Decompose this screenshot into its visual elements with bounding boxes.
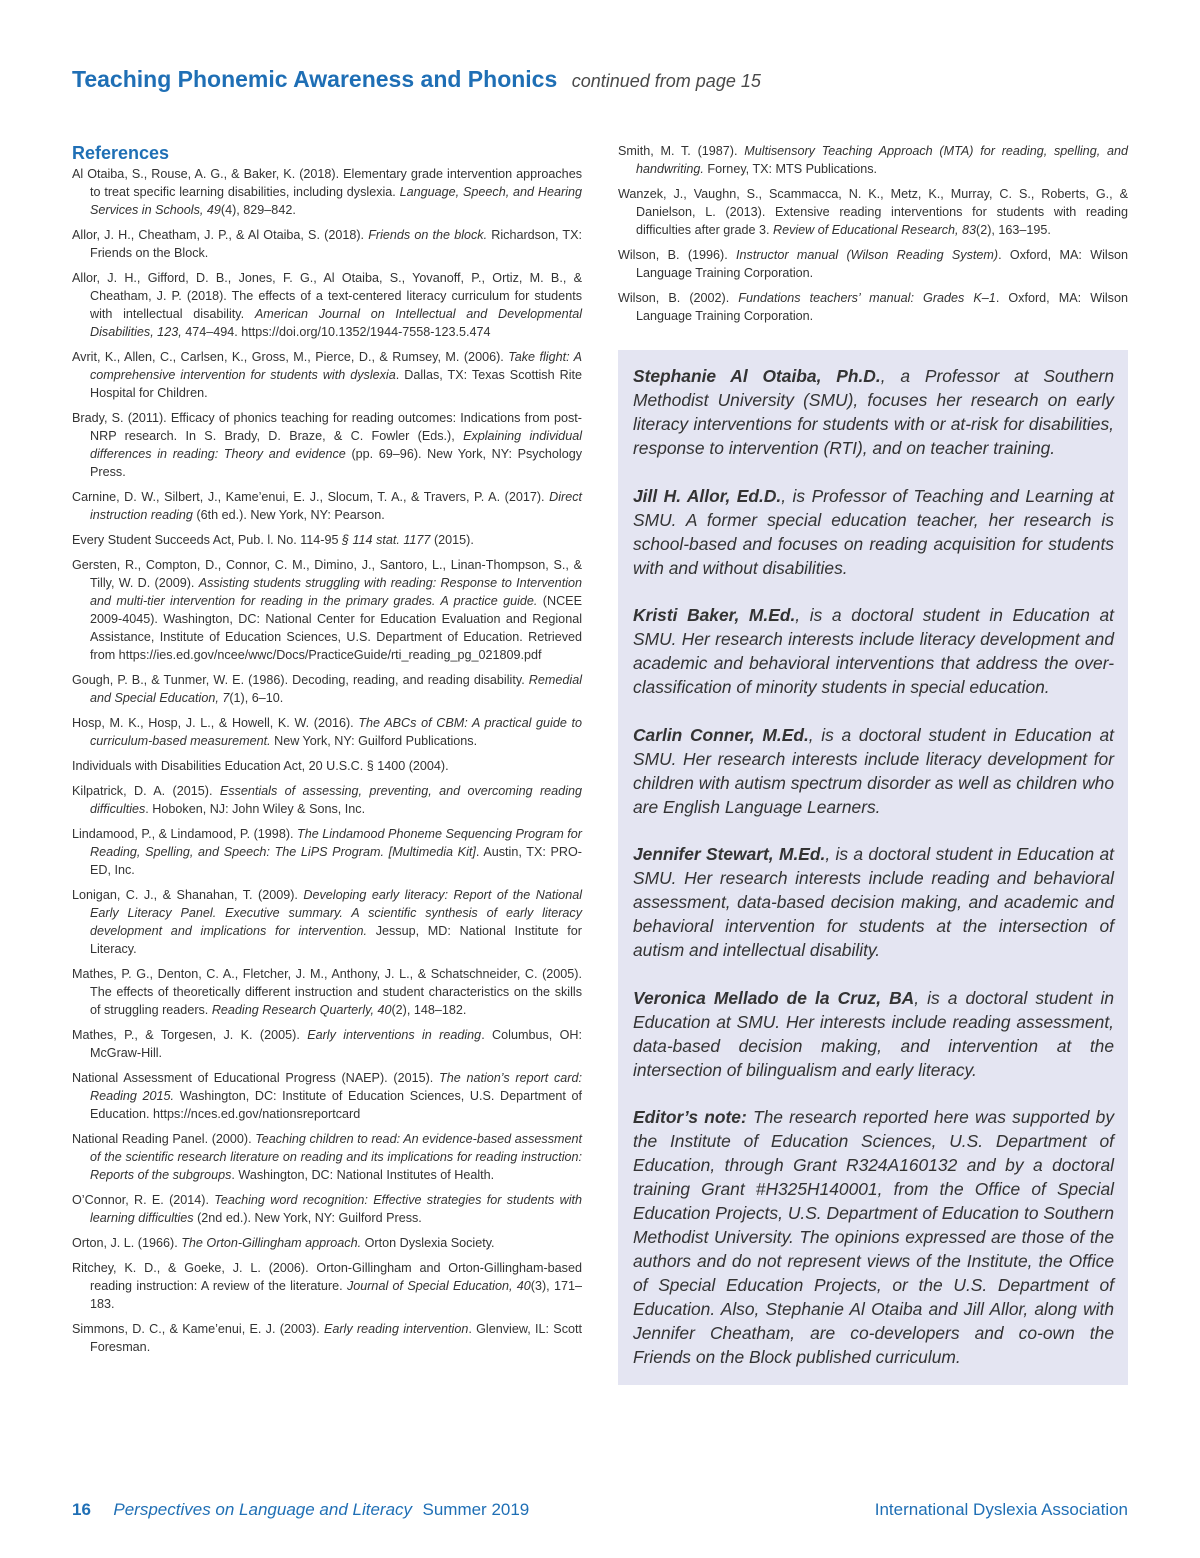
reference-source: (2), 163–195. xyxy=(976,223,1051,237)
reference-title: Multisensory Teaching Approach (MTA) for reading, spelling, and handwriting. xyxy=(636,144,1128,176)
reference-entry xyxy=(72,1026,582,1062)
author-bio-text: , is a doctoral student in Education at SMU. Her research interests include reading and behavioral assessment, data-based decision making, and academic and behavioral intervention for students at the intersection of autism and intellectual disability. xyxy=(633,844,1114,960)
reference-text: Kilpatrick, D. A. (2015). xyxy=(72,784,220,798)
reference-entry xyxy=(72,269,582,341)
reference-entry xyxy=(72,1320,582,1356)
reference-source: (3), 171–183. xyxy=(90,1279,582,1311)
reference-source: (6th ed.). New York, NY: Pearson. xyxy=(192,508,385,522)
author-name: Jill H. Allor, Ed.D. xyxy=(633,485,782,506)
reference-entry xyxy=(72,556,582,664)
reference-text: Mathes, P. G., Denton, C. A., Fletcher, J. M., Anthony, J. L., & Schatschneider, C. (2005). The effects of theoretically different instruction and student characteristics on the skills of struggling readers. xyxy=(72,967,582,1017)
reference-source: New York, NY: Guilford Publications. xyxy=(270,734,478,748)
reference-text: Mathes, P., & Torgesen, J. K. (2005). xyxy=(72,1028,308,1042)
reference-source: (2nd ed.). New York, NY: Guilford Press. xyxy=(193,1211,422,1225)
reference-title: Instructor manual (Wilson Reading System) xyxy=(736,248,999,262)
reference-title: The ABCs of CBM: A practical guide to curriculum-based measurement. xyxy=(90,716,582,748)
reference-text: Avrit, K., Allen, C., Carlsen, K., Gross, M., Pierce, D., & Rumsey, M. (2006). xyxy=(72,350,509,364)
reference-text: Hosp, M. K., Hosp, J. L., & Howell, K. W. (2016). xyxy=(72,716,359,730)
reference-title: The Lindamood Phoneme Sequencing Program for Reading, Spelling, and Speech: The LiPS Program. [Multimedia Kit] xyxy=(90,827,583,859)
reference-source: 474–494. https://doi.org/10.1352/1944-7558-123.5.474 xyxy=(181,325,491,339)
reference-source: . Washington, DC: National Institutes of Health. xyxy=(231,1168,495,1182)
reference-title: Review of Educational Research, 83 xyxy=(772,223,976,237)
reference-entry xyxy=(72,1234,582,1252)
references-list-left xyxy=(72,165,582,1356)
reference-text: Lonigan, C. J., & Shanahan, T. (2009). xyxy=(72,888,304,902)
reference-entry xyxy=(618,142,1128,178)
reference-title: Journal of Special Education, 40 xyxy=(346,1279,531,1293)
reference-source: (pp. 69–96). New York, NY: Psychology Press. xyxy=(90,447,583,479)
reference-entry xyxy=(72,965,582,1019)
author-bios-box xyxy=(618,350,1128,1385)
reference-text: Ritchey, K. D., & Goeke, J. L. (2006). Orton-Gillingham and Orton-Gillingham-based reading instruction: A review of the literature. xyxy=(72,1261,582,1293)
reference-title: Fundations teachers’ manual: Grades K–1 xyxy=(738,291,996,305)
references-column-left xyxy=(72,142,582,1363)
author-name: Editor’s note: xyxy=(633,1107,747,1127)
reference-entry xyxy=(72,226,582,262)
author-bio xyxy=(633,1105,1114,1369)
journal-name: Perspectives on Language and Literacy xyxy=(113,1500,413,1519)
reference-title: Direct instruction reading xyxy=(90,490,582,522)
reference-text: Lindamood, P., & Lindamood, P. (1998). xyxy=(72,827,298,841)
continued-note: continued from page 15 xyxy=(571,71,761,91)
author-name: Veronica Mellado de la Cruz, BA xyxy=(633,987,915,1008)
reference-title: Remedial and Special Education, 7 xyxy=(90,673,582,705)
author-bio-text: , is a doctoral student in Education at SMU. Her research interests include literacy development and academic and behavioral interventions that address the over-classification of minority students in special education. xyxy=(633,605,1114,697)
reference-entry xyxy=(72,886,582,958)
author-bio-text: , a Professor at Southern Methodist University (SMU), focuses her research on early literacy interventions for students with or at-risk for disabilities, response to intervention (RTI), and on teacher training. xyxy=(633,366,1114,458)
reference-source: (NCEE 2009-4045). Washington, DC: National Center for Education Evaluation and Regional Assistance, Institute of Education Sciences, U.S. Department of Education. Retrieved from https://ies.ed.gov/ncee/wwc/Docs/PracticeGuide/rti_reading_pg_021809.pdf xyxy=(90,594,582,662)
reference-text: Gough, P. B., & Tunmer, W. E. (1986). Decoding, reading, and reading disability. xyxy=(72,673,529,687)
author-bios-list xyxy=(633,364,1114,1369)
reference-title: American Journal on Intellectual and Developmental Disabilities, 123, xyxy=(90,307,582,339)
author-bio-text: , is Professor of Teaching and Learning at SMU. A former special education teacher, her research is school-based and focuses on reading acquisition for students with and without disabilities. xyxy=(633,485,1114,578)
reference-source: . Glenview, IL: Scott Foresman. xyxy=(90,1322,582,1354)
reference-title: Take flight: A comprehensive intervention for students with dyslexia xyxy=(90,350,582,382)
reference-source: (2015). xyxy=(430,533,474,547)
page-footer xyxy=(72,1500,1128,1526)
reference-entry xyxy=(618,185,1128,239)
reference-text: Wilson, B. (1996). xyxy=(618,248,737,262)
reference-entry xyxy=(618,246,1128,282)
author-name: Stephanie Al Otaiba, Ph.D. xyxy=(633,366,881,386)
reference-entry xyxy=(618,289,1128,325)
reference-title: Essentials of assessing, preventing, and overcoming reading difficulties xyxy=(90,784,582,816)
author-name: Jennifer Stewart, M.Ed. xyxy=(633,844,826,864)
reference-source: Richardson, TX: Friends on the Block. xyxy=(90,228,583,260)
reference-text: Allor, J. H., Cheatham, J. P., & Al Otaiba, S. (2018). xyxy=(72,228,369,242)
reference-entry xyxy=(72,757,582,775)
author-bio xyxy=(633,986,1114,1082)
reference-text: Allor, J. H., Gifford, D. B., Jones, F. G., Al Otaiba, S., Yovanoff, P., Ortiz, M. B., & Cheatham, J. P. (2018). The effects of a text-centered literacy curriculum for students with intellectual disability. xyxy=(72,271,582,321)
reference-text: Orton, J. L. (1966). xyxy=(72,1236,182,1250)
reference-source: . Austin, TX: PRO-ED, Inc. xyxy=(90,845,582,877)
reference-source: (4), 829–842. xyxy=(220,203,296,217)
page-header xyxy=(72,66,1132,93)
author-bio-text: The research reported here was supported by the Institute of Education Sciences, U.S. Department of Education, through Grant R324A160132 and by a doctoral training Grant #H325H140001, from the Office of Special Education Projects, U.S. Department of Education to Southern Methodist University. The opinions expressed are those of the authors and do not represent views of the Institute, the Office of Special Education Projects, or the U.S. Department of Education. Also, Stephanie Al Otaiba and Jill Allor, along with Jennifer Cheatham, are co-developers and co-own the Friends on the Block published curriculum. xyxy=(633,1107,1115,1367)
author-bio-text: , is a doctoral student in Education at SMU. Her interests include reading assessment, data-based decision making, and intervention at the intersection of bilingualism and early literacy. xyxy=(633,987,1114,1080)
author-bio xyxy=(633,842,1114,962)
reference-entry xyxy=(72,531,582,549)
reference-source: Forney, TX: MTS Publications. xyxy=(703,162,878,176)
reference-text: O’Connor, R. E. (2014). xyxy=(72,1193,215,1207)
reference-entry xyxy=(72,714,582,750)
reference-entry xyxy=(72,1259,582,1313)
reference-entry xyxy=(72,782,582,818)
reference-title: The Orton-Gillingham approach. xyxy=(181,1236,362,1250)
reference-source: . Columbus, OH: McGraw-Hill. xyxy=(90,1028,582,1060)
author-name: Kristi Baker, M.Ed. xyxy=(633,605,796,625)
reference-entry xyxy=(72,671,582,707)
reference-entry xyxy=(72,409,582,481)
organization-name: International Dyslexia Association xyxy=(874,1500,1128,1519)
reference-title: Reading Research Quarterly, 40 xyxy=(211,1003,392,1017)
reference-text: Simmons, D. C., & Kame’enui, E. J. (2003). xyxy=(72,1322,324,1336)
references-list-right xyxy=(618,142,1128,325)
reference-entry xyxy=(72,165,582,219)
reference-entry xyxy=(72,825,582,879)
article-title: Teaching Phonemic Awareness and Phonics xyxy=(72,66,558,92)
reference-source: . Oxford, MA: Wilson Language Training Corporation. xyxy=(636,291,1128,323)
reference-text: Individuals with Disabilities Education Act, 20 U.S.C. § 1400 (2004). xyxy=(72,759,449,773)
author-bio xyxy=(633,603,1114,699)
reference-text: Smith, M. T. (1987). xyxy=(618,144,745,158)
reference-entry xyxy=(72,348,582,402)
author-bio xyxy=(633,484,1114,580)
reference-title: § 114 stat. 1177 xyxy=(341,533,431,547)
author-name: Carlin Conner, M.Ed. xyxy=(633,724,809,745)
reference-text: Every Student Succeeds Act, Pub. l. No. 114-95 xyxy=(72,533,342,547)
reference-title: Developing early literacy: Report of the National Early Literacy Panel. Executive summary. A scientific synthesis of early literacy development and implications for intervention. xyxy=(90,888,582,938)
reference-source: . Oxford, MA: Wilson Language Training Corporation. xyxy=(636,248,1128,280)
reference-text: National Reading Panel. (2000). xyxy=(72,1132,256,1146)
page-number: 16 xyxy=(72,1500,91,1519)
reference-title: Teaching children to read: An evidence-based assessment of the scientific research literature on reading and its implications for reading instruction: Reports of the subgroups xyxy=(90,1132,582,1182)
reference-text: Carnine, D. W., Silbert, J., Kame’enui, E. J., Slocum, T. A., & Travers, P. A. (2017). xyxy=(72,490,550,504)
reference-source: Washington, DC: Institute of Education Sciences, U.S. Department of Education. https://nces.ed.gov/nationsreportcard xyxy=(90,1089,582,1121)
reference-title: Assisting students struggling with reading: Response to Intervention and multi-tier intervention for reading in the primary grades. A practice guide. xyxy=(90,576,582,608)
reference-entry xyxy=(72,488,582,524)
reference-title: Friends on the block. xyxy=(368,228,488,242)
reference-source: . Dallas, TX: Texas Scottish Rite Hospital for Children. xyxy=(90,368,582,400)
references-heading: References xyxy=(72,143,170,163)
author-bio xyxy=(633,723,1114,819)
references-column-right xyxy=(618,142,1128,332)
reference-source: (1), 6–10. xyxy=(229,691,284,705)
reference-title: Early interventions in reading xyxy=(307,1028,482,1042)
author-bio xyxy=(633,364,1114,460)
reference-text: Wilson, B. (2002). xyxy=(618,291,739,305)
author-bio-text: , is a doctoral student in Education at SMU. Her research interests include literacy development for children with autism spectrum disorder as well as children who are English Language Learners. xyxy=(633,724,1114,817)
reference-source: (2), 148–182. xyxy=(391,1003,467,1017)
reference-source: . Hoboken, NJ: John Wiley & Sons, Inc. xyxy=(145,802,366,816)
reference-source: Orton Dyslexia Society. xyxy=(361,1236,495,1250)
reference-title: Early reading intervention xyxy=(323,1322,469,1336)
reference-title: The nation’s report card: Reading 2015. xyxy=(90,1071,583,1103)
reference-text: Gersten, R., Compton, D., Connor, C. M., Dimino, J., Santoro, L., Linan-Thompson, S., & Tilly, W. D. (2009). xyxy=(72,558,582,590)
reference-text: Wanzek, J., Vaughn, S., Scammacca, N. K., Metz, K., Murray, C. S., Roberts, G., & Danielson, L. (2013). Extensive reading interventions for students with reading difficulties after grade 3. xyxy=(618,187,1128,237)
reference-title: Language, Speech, and Hearing Services in Schools, 49 xyxy=(90,185,582,217)
reference-title: Teaching word recognition: Effective strategies for students with learning difficulties xyxy=(90,1193,582,1225)
reference-entry xyxy=(72,1191,582,1227)
reference-title: Explaining individual differences in reading: Theory and evidence xyxy=(90,429,582,461)
reference-text: Brady, S. (2011). Efficacy of phonics teaching for reading outcomes: Indications from post-NRP research. In S. Brady, D. Braze, & C. Fowler (Eds.), xyxy=(72,411,582,443)
reference-source: Jessup, MD: National Institute for Literacy. xyxy=(90,924,582,956)
journal-issue: Summer 2019 xyxy=(422,1500,530,1519)
reference-entry xyxy=(72,1130,582,1184)
reference-text: National Assessment of Educational Progress (NAEP). (2015). xyxy=(72,1071,440,1085)
reference-entry xyxy=(72,1069,582,1123)
reference-text: Al Otaiba, S., Rouse, A. G., & Baker, K. (2018). Elementary grade intervention approaches to treat specific learning disabilities, including dyslexia. xyxy=(72,167,582,199)
